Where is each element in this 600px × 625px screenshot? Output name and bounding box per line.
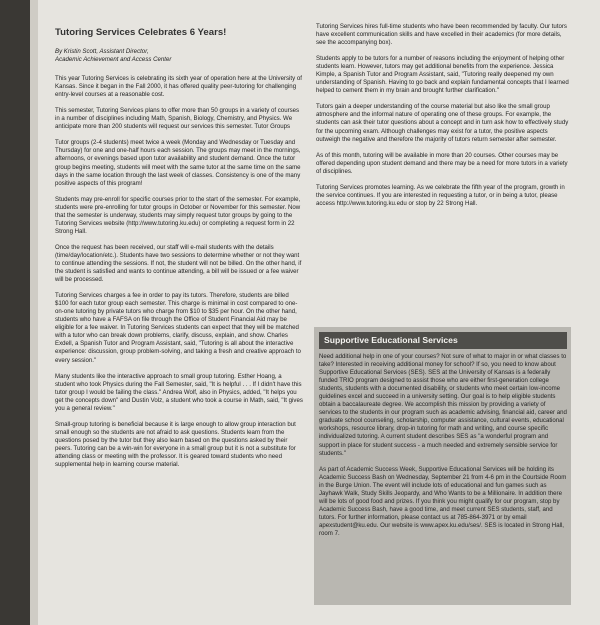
byline-department: Academic Achievement and Access Center bbox=[55, 56, 172, 64]
ses-paragraph: Need additional help in one of your courses? Not sure of what to major in or what classes to take? Interested in receiving additional money for school? If so, you need to know about Supportive Educational Services (SES). SES at the University of Kansas is a federally funded TRIO program designed to assist those who are either first-generation college students, students with a documented disability, or students who meet certain low-income guidelines excel and succeed in a university setting. Our goal is to help eligible students obtain a baccalaureate degree. We accomplish this mission by providing a variety of services to the students in our program such as academic advising, financial aid, career and graduate school counseling, scholarship, computer assistance, cultural events, educational workshops, resource library, drop-in tutoring for math and writing, and course specific individualized tutoring. A current student describes SES as "a wonderful program and support in place for student success - a much needed and extremely sensible service for students." bbox=[319, 353, 567, 457]
article-paragraph: Students apply to be tutors for a number of reasons including the enjoyment of helping other students learn. However, tutors may get additional benefits from the experience. Jessica Kimple, a Spanish Tutor and Program Assistant, said, "Tutoring really deepened my own understanding of Spanish. Having to go back and explain fundamental concepts that I learned helped to cement them in my brain and brought further clarification." bbox=[316, 55, 569, 95]
article-paragraph: Tutoring Services hires full-time students who have been recommended by faculty. Our tutors have excellent communication skills and have excelled in their academics (for more details, see the accompanying box). bbox=[316, 23, 567, 47]
page-gutter bbox=[30, 0, 38, 625]
ses-sidebar-title: Supportive Educational Services bbox=[319, 332, 567, 349]
ses-sidebar-body bbox=[319, 353, 568, 546]
article-paragraph: Small-group tutoring is beneficial because it is large enough to allow group interaction but small enough so the students are not afraid to ask questions. Students learn from the questions posed by the tutor but they also learn based on the questions asked by their peers. Tutoring can be a win-win for everyone in a small group but it is not a substitute for attending class or meeting with the professor. It is geared toward students who need supplemental help in learning course material. bbox=[55, 420, 296, 469]
article-paragraph: Tutor groups (2-4 students) meet twice a week (Monday and Wednesday or Tuesday and Thursday) for one and one-half hours each session. The groups may meet in the mornings, afternoons, or evenings based upon tutor availability and student demand. Once the tutor group begins meeting, students will meet with the same tutor at the same time on the same days in the same location through the last week of classes. Consistency is one of the many positive aspects of this program! bbox=[55, 139, 301, 187]
article-paragraph: Tutoring Services promotes learning. As we celebrate the fifth year of the program, growth in the service continues. If you are interested in requesting a tutor, or in being a tutor, please access http://www.tutoring.ku.edu or stop by 22 Strong Hall. bbox=[316, 183, 565, 207]
article-byline bbox=[55, 48, 303, 64]
ses-paragraph: As part of Academic Success Week, Supportive Educational Services will be holding its Academic Success Bash on Wednesday, September 21 from 4-6 pm in the Courtside Room in the Burge Union. The event will include lots of educational and fun games such as Jayhawk Walk, Study Skills Jeopardy, and Who Wants to be a Millionaire. In addition there will be lots of good food and prizes. If you think you might qualify for our program, stop by Academic Success Bash, have a good time, and meet current SES students, staff, and tutors. For further information, please contact us at 785-864-3971 or by email apexstudent@ku.edu. Our website is www.apex.ku.edu/ses/. SES is located in Strong Hall, room 7. bbox=[319, 465, 567, 537]
article-paragraph: This semester, Tutoring Services plans to offer more than 50 groups in a variety of courses in a number of disciplines including Math, Spanish, Biology, Chemistry, and Physics. We anticipate more than 200 students will request our services this semester. Tutor Groups bbox=[55, 107, 300, 131]
byline-author: By Kristin Scott, Assistant Director, bbox=[55, 48, 149, 55]
article-paragraph: As of this month, tutoring will be available in more than 20 courses. Other courses may be offered depending upon student demand and there may be a need for more tutors in a variety of disciplines. bbox=[316, 151, 568, 175]
article-paragraph: Once the request has been received, our staff will e-mail students with the details (time/day/location/etc.). Students have two sessions to determine whether or not they want to continue attending the sessions. If not, the student will not be billed. On the other hand, if the student is satisfied and wants to continue attending, a bill will be issued or a fee waiver will be processed. bbox=[55, 243, 302, 284]
article-paragraph: Tutors gain a deeper understanding of the course material but also like the small group atmosphere and the informal nature of operating one of these groups. For example, the students can ask their tutor questions about a concept and in turn ask how to effectively study for the upcoming exam. Although challenges may exist for a tutor, the positive aspects outweigh the negative and therefore the majority of tutors return semester after semester. bbox=[316, 103, 569, 143]
column-top-spacer bbox=[316, 0, 570, 23]
article-paragraph: This year Tutoring Services is celebrating its sixth year of operation here at the University of Kansas. Since it began in the Fall 2000, it has offered quality peer-tutoring for challenging entry-level courses at a reasonable cost. bbox=[55, 75, 302, 99]
article-paragraph: Tutoring Services charges a fee in order to pay its tutors. Therefore, students are billed $100 for each tutor group each semester. This charge is minimal in cost compared to one-on-one tutoring by private tutors who charge from $10 to $35 per hour. On the other hand, students who have a FAFSA on file through the Office of Student Financial Aid may be eligible for a fee waiver. In Tutoring Services students can expect that they will be matched with a tutor who can break down problems, clarify, discuss, explain, and show. Charles Exdell, a Spanish Tutor and Program Assistant, said, "Tutoring is all about the interactive experience: discussion, group problem-solving, and taking a fresh and creative approach to every session." bbox=[55, 292, 301, 364]
article-paragraph: Many students like the interactive approach to small group tutoring. Esther Hoang, a student who took Physics during the Fall Semester, said, "It is helpful . . . If I didn't have this tutor group I would be failing the class." Andrea Wolf, also in Physics, added, "It helps you get the concepts down" and Dustin Volz, a student who took a course in Math, said, "It gives you a general review." bbox=[55, 372, 303, 412]
article-paragraph: Students may pre-enroll for specific courses prior to the start of the semester. For example, students were pre-enrolling for tutor groups in October or November for this semester. Now that the semester is underway, students may simply request tutor groups by going to the Tutoring Services website (http://www.tutoring.ku.edu) or completing a request form in 22 Strong Hall. bbox=[55, 195, 301, 235]
article-left-column bbox=[55, 0, 303, 625]
article-title: Tutoring Services Celebrates 6 Years! bbox=[55, 27, 227, 38]
